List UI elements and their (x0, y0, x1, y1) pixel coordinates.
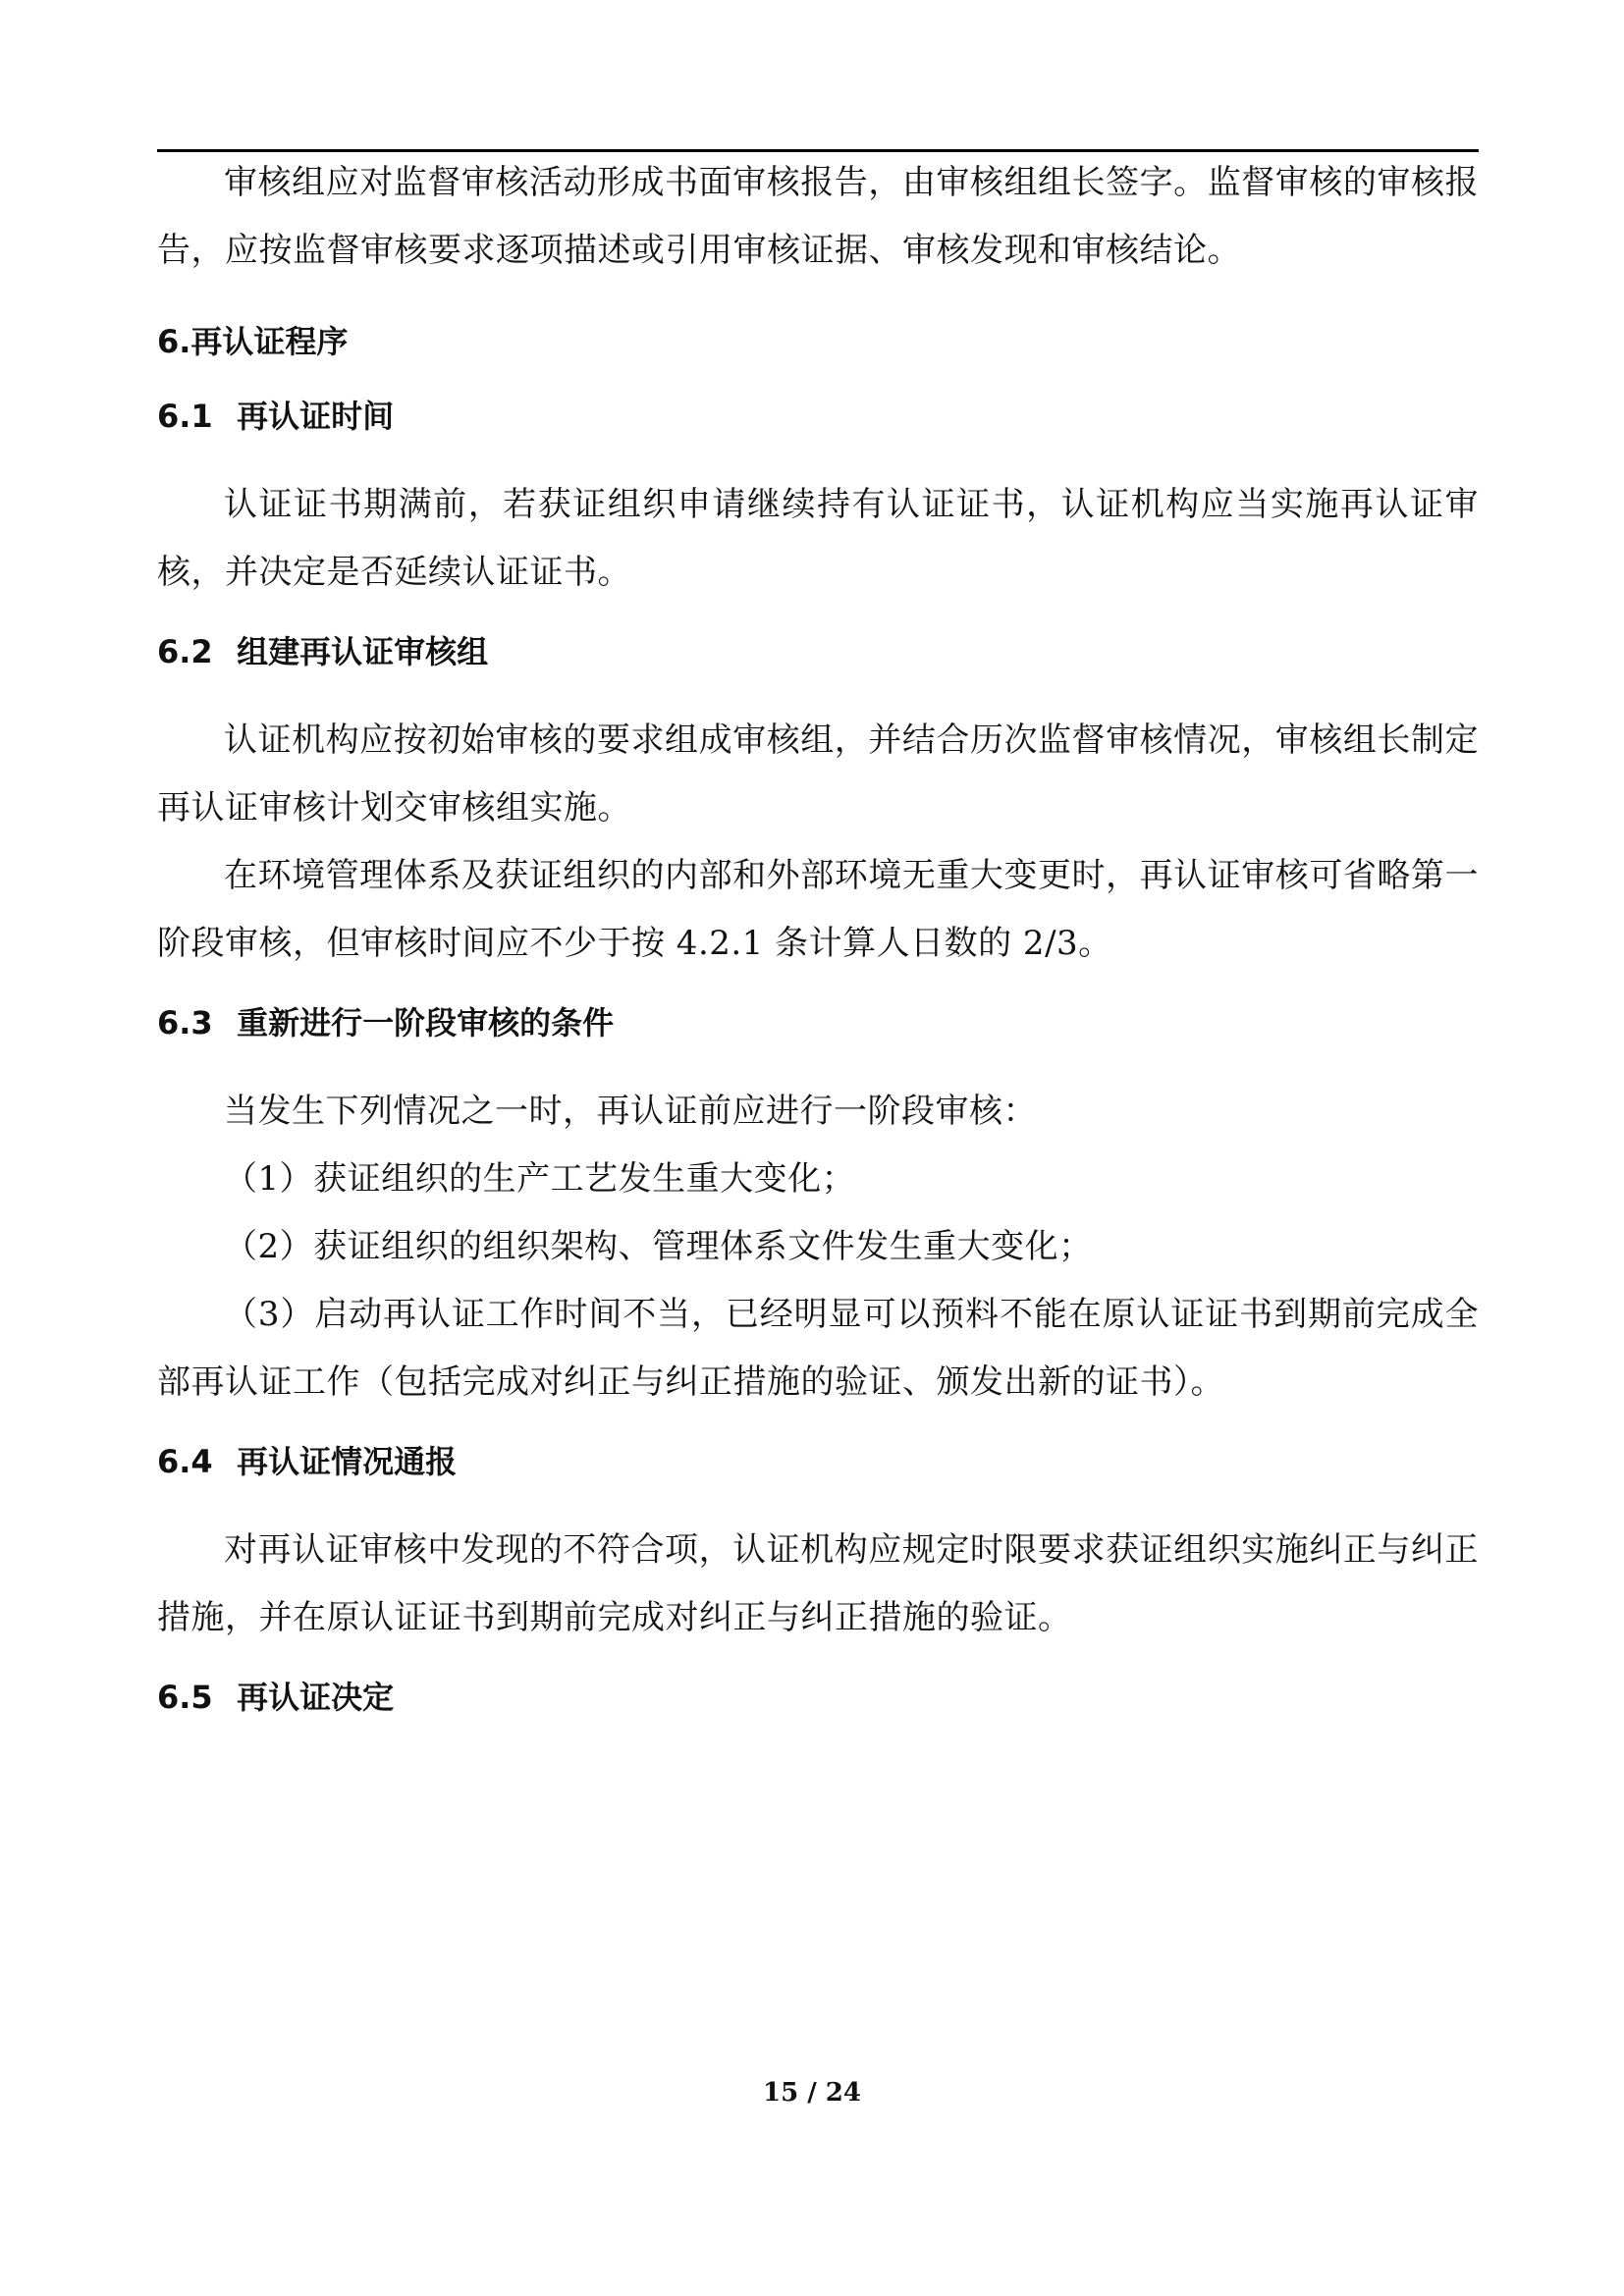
subsection-title: 再认证情况通报 (237, 1443, 458, 1480)
subsection-number: 6.3 (157, 1004, 213, 1041)
subsection-number: 6.2 (157, 633, 213, 670)
page-number: 15 / 24 (763, 2078, 861, 2108)
paragraph-recert-time: 认证证书期满前，若获证组织申请继续持有认证证书，认证机构应当实施再认证审核，并决定是否延续认证证书。 (157, 485, 1479, 592)
section-heading-recertification: 6.再认证程序 (157, 323, 349, 360)
subsection-heading-6-3 (157, 1003, 1479, 1042)
subsection-title: 组建再认证审核组 (237, 633, 489, 670)
subsection-heading-6-1 (157, 397, 1479, 436)
paragraph-nonconformity: 对再认证审核中发现的不符合项，认证机构应规定时限要求获证组织实施纠正与纠正措施，并在原认证证书到期前完成对纠正与纠正措施的验证。 (157, 1530, 1479, 1637)
list-item: （1）获证组织的生产工艺发生重大变化； (224, 1159, 856, 1199)
subsection-number: 6.4 (157, 1443, 213, 1480)
document-body (157, 149, 1479, 1752)
list-item: （2）获证组织的组织架构、管理体系文件发生重大变化； (224, 1227, 1093, 1266)
subsection-title: 再认证决定 (237, 1679, 395, 1716)
subsection-number: 6.1 (157, 398, 213, 435)
subsection-heading-6-4 (157, 1442, 1479, 1481)
subsection-heading-6-2 (157, 632, 1479, 671)
paragraph-stage-one-omission: 在环境管理体系及获证组织的内部和外部环境无重大变更时，再认证审核可省略第一阶段审核，但审核时间应不少于按 4.2.1 条计算人日数的 2/3。 (157, 856, 1479, 963)
paragraph-conditions-intro: 当发生下列情况之一时，再认证前应进行一阶段审核： (224, 1092, 1037, 1131)
paragraph-audit-report: 审核组应对监督审核活动形成书面审核报告，由审核组组长签字。监督审核的审核报告，应按监督审核要求逐项描述或引用审核证据、审核发现和审核结论。 (157, 163, 1479, 270)
subsection-number: 6.5 (157, 1679, 213, 1716)
subsection-heading-6-5 (157, 1678, 1479, 1717)
subsection-title: 重新进行一阶段审核的条件 (237, 1004, 615, 1041)
list-item: （3）启动再认证工作时间不当，已经明显可以预料不能在原认证证书到期前完成全部再认证工作（包括完成对纠正与纠正措施的验证、颁发出新的证书）。 (157, 1295, 1479, 1402)
subsection-title: 再认证时间 (237, 398, 395, 435)
paragraph-team-formation: 认证机构应按初始审核的要求组成审核组，并结合历次监督审核情况，审核组长制定再认证审核计划交审核组实施。 (157, 721, 1479, 828)
